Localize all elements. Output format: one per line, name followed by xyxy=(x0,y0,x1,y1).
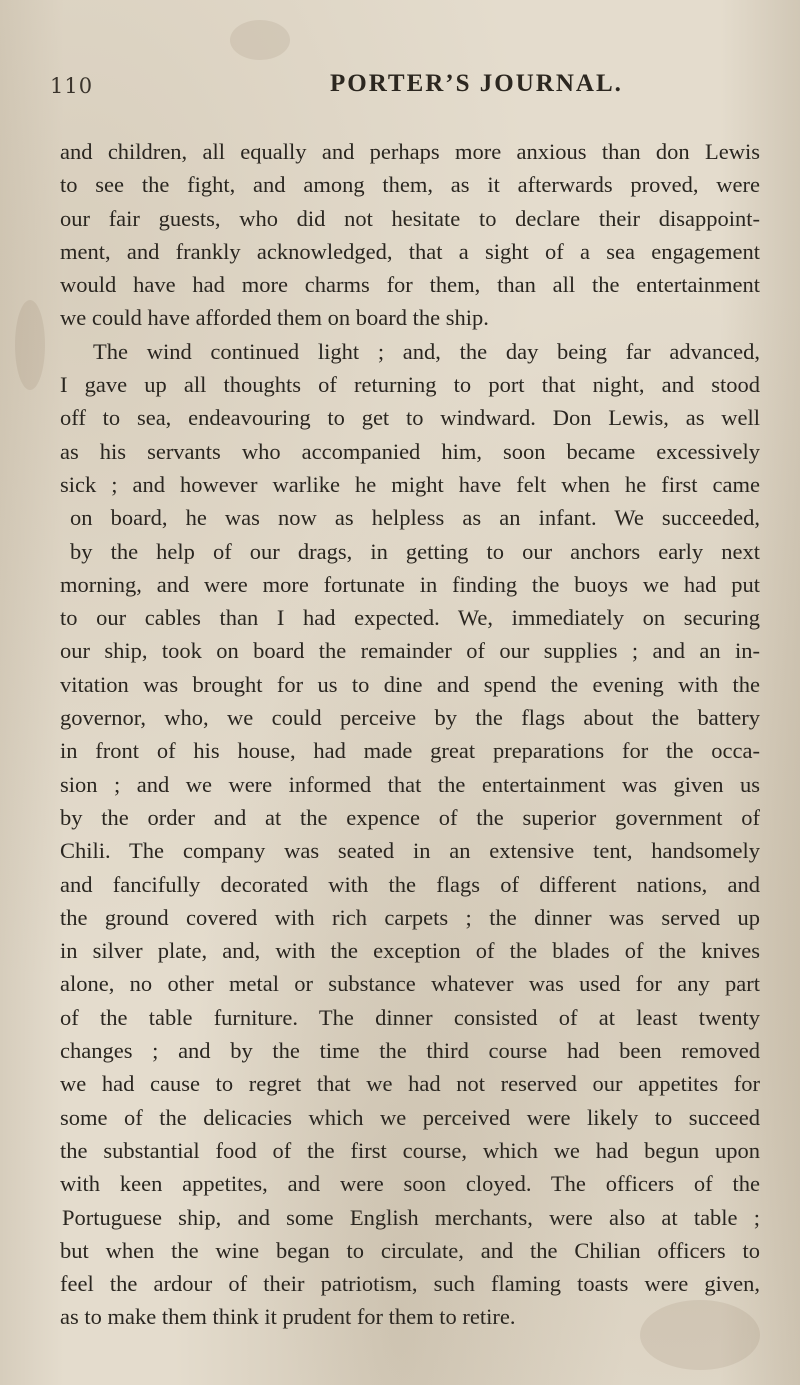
page-number: 110 xyxy=(50,74,94,98)
text-line: of the table furniture. The dinner consisted of at least twenty xyxy=(60,1004,760,1030)
text-line: as his servants who accompanied him, soon became excessively xyxy=(60,438,760,464)
text-line: as to make them think it prudent for them to retire. xyxy=(60,1304,516,1330)
text-line: sion ; and we were informed that the entertainment was given us xyxy=(60,771,760,797)
text-line: sick ; and however warlike he might have felt when he first came xyxy=(60,471,760,497)
text-line: ment, and frankly acknowledged, that a sight of a sea engagement xyxy=(60,238,760,264)
text-line: The wind continued light ; and, the day being far advanced, xyxy=(93,338,760,364)
text-line: Portuguese ship, and some English merchants, were also at table ; xyxy=(62,1204,760,1230)
text-line: we had cause to regret that we had not reserved our appetites for xyxy=(60,1071,760,1097)
text-line: we could have afforded them on board the ship. xyxy=(60,305,489,331)
text-line: and children, all equally and perhaps more anxious than don Lewis xyxy=(60,139,760,164)
text-line: governor, who, we could perceive by the flags about the battery xyxy=(60,705,760,731)
text-line: vitation was brought for us to dine and spend the evening with the xyxy=(60,671,760,697)
paper-stain xyxy=(230,20,290,60)
text-line: alone, no other metal or substance whatever was used for any part xyxy=(60,971,760,997)
text-line: to see the fight, and among them, as it afterwards proved, were xyxy=(60,172,760,198)
paper-stain xyxy=(15,300,45,390)
text-line: feel the ardour of their patriotism, such flaming toasts were given, xyxy=(60,1271,760,1297)
text-line: the ground covered with rich carpets ; the dinner was served up xyxy=(60,904,760,930)
text-line: changes ; and by the time the third course had been removed xyxy=(60,1038,760,1064)
text-line: would have had more charms for them, than all the entertainment xyxy=(60,272,760,298)
text-line: our ship, took on board the remainder of our supplies ; and an in- xyxy=(60,638,760,664)
text-line: with keen appetites, and were soon cloyed. The officers of the xyxy=(60,1171,760,1197)
text-line: I gave up all thoughts of returning to port that night, and stood xyxy=(60,372,760,398)
text-line: in front of his house, had made great preparations for the occa- xyxy=(60,738,760,764)
text-line: in silver plate, and, with the exception of the blades of the knives xyxy=(60,938,760,964)
running-title: PORTER’S JOURNAL. xyxy=(330,70,623,97)
text-line: and fancifully decorated with the flags of different nations, and xyxy=(60,871,760,897)
text-line: the substantial food of the first course, which we had begun upon xyxy=(60,1137,760,1163)
body-text xyxy=(60,135,760,1334)
text-line: by the order and at the expence of the superior government of xyxy=(60,804,760,830)
text-line: some of the delicacies which we perceived were likely to succeed xyxy=(60,1104,760,1130)
text-line: our fair guests, who did not hesitate to declare their disappoint- xyxy=(60,205,760,231)
text-line: on board, he was now as helpless as an infant. We succeeded, xyxy=(70,505,760,531)
text-line: to our cables than I had expected. We, immediately on securing xyxy=(60,605,760,631)
text-line: off to sea, endeavouring to get to windward. Don Lewis, as well xyxy=(60,405,760,431)
text-line: Chili. The company was seated in an extensive tent, handsomely xyxy=(60,838,760,864)
text-line: by the help of our drags, in getting to our anchors early next xyxy=(70,538,760,564)
text-line: but when the wine began to circulate, and the Chilian officers to xyxy=(60,1237,760,1263)
text-line: morning, and were more fortunate in finding the buoys we had put xyxy=(60,571,760,597)
running-head xyxy=(50,68,690,108)
